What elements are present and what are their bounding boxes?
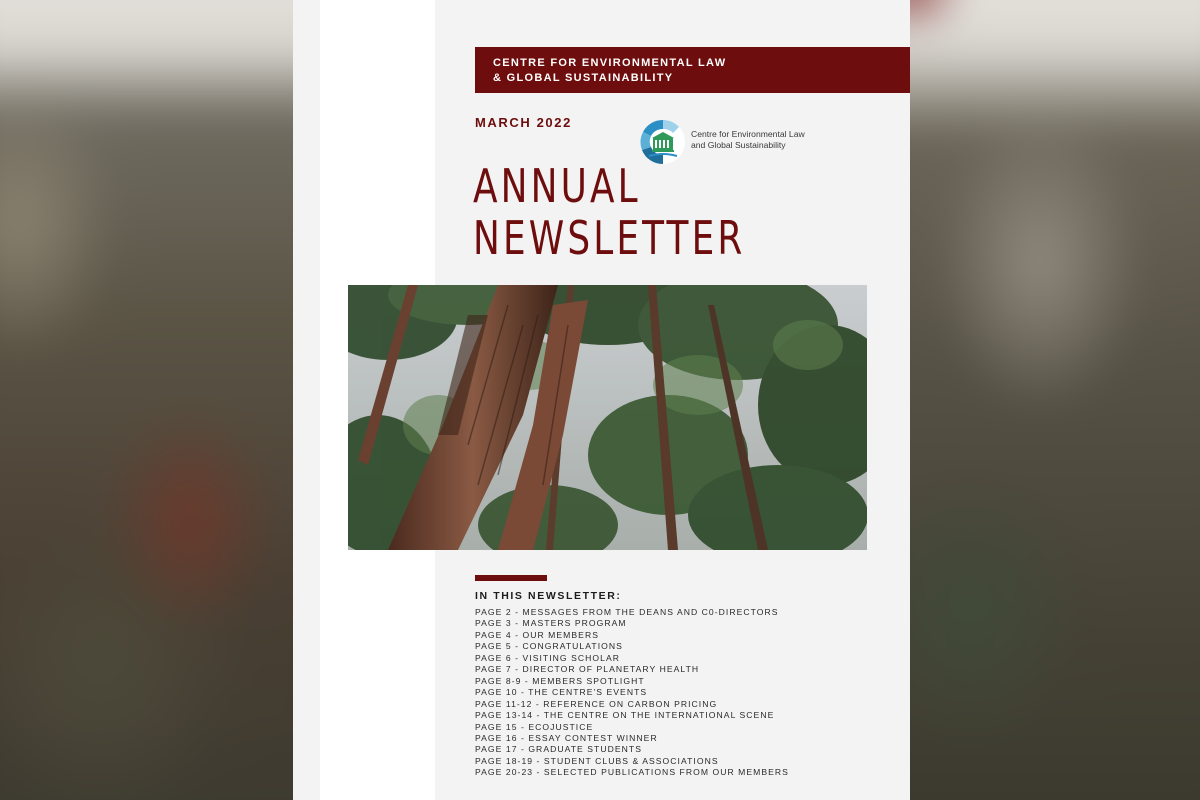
- logo-line-2: and Global Sustainability: [691, 140, 786, 150]
- page-title: [473, 160, 745, 264]
- toc-item: PAGE 18-19 - STUDENT CLUBS & ASSOCIATIONS: [475, 755, 719, 766]
- header-line-2: & GLOBAL SUSTAINABILITY: [493, 72, 674, 84]
- title-line-1: ANNUAL: [473, 159, 641, 213]
- toc-item: PAGE 2 - MESSAGES FROM THE DEANS AND C0-DIRECTORS: [475, 607, 779, 617]
- header-line-1: CENTRE FOR ENVIRONMENTAL LAW: [493, 57, 727, 69]
- blurred-background-right: [910, 0, 1200, 800]
- toc-item: PAGE 5 - CONGRATULATIONS: [475, 641, 623, 652]
- toc-item: PAGE 17 - GRADUATE STUDENTS: [475, 744, 642, 755]
- toc-item: PAGE 13-14 - THE CENTRE ON THE INTERNATIONAL SCENE: [475, 710, 775, 721]
- toc-list: [475, 607, 789, 779]
- newsletter-cover: [293, 0, 910, 800]
- forest-illustration: [348, 285, 867, 550]
- toc-item: PAGE 16 - ESSAY CONTEST WINNER: [475, 732, 658, 743]
- issue-date: MARCH 2022: [475, 115, 572, 130]
- toc-accent-bar: [475, 575, 547, 581]
- header-banner: [475, 47, 910, 93]
- toc-item: PAGE 3 - MASTERS PROGRAM: [475, 618, 627, 629]
- logo-line-1: Centre for Environmental Law: [691, 129, 805, 139]
- blurred-background-left: [0, 0, 320, 800]
- toc-item: PAGE 10 - THE CENTRE'S EVENTS: [475, 687, 648, 698]
- forest-trees-photo: [348, 285, 867, 550]
- toc-item: PAGE 6 - VISITING SCHOLAR: [475, 652, 620, 663]
- toc-heading: IN THIS NEWSLETTER:: [475, 590, 622, 602]
- toc-item: PAGE 7 - DIRECTOR OF PLANETARY HEALTH: [475, 664, 700, 675]
- toc-item: PAGE 15 - ECOJUSTICE: [475, 721, 594, 732]
- toc-item: PAGE 8-9 - MEMBERS SPOTLIGHT: [475, 675, 645, 686]
- toc-item: PAGE 4 - OUR MEMBERS: [475, 629, 599, 640]
- toc-item: PAGE 20-23 - SELECTED PUBLICATIONS FROM OUR MEMBERS: [475, 767, 789, 778]
- title-line-2: NEWSLETTER: [473, 211, 746, 265]
- building-icon: [639, 118, 687, 166]
- toc-item: PAGE 11-12 - REFERENCE ON CARBON PRICING: [475, 698, 718, 709]
- logo-text: [691, 129, 805, 151]
